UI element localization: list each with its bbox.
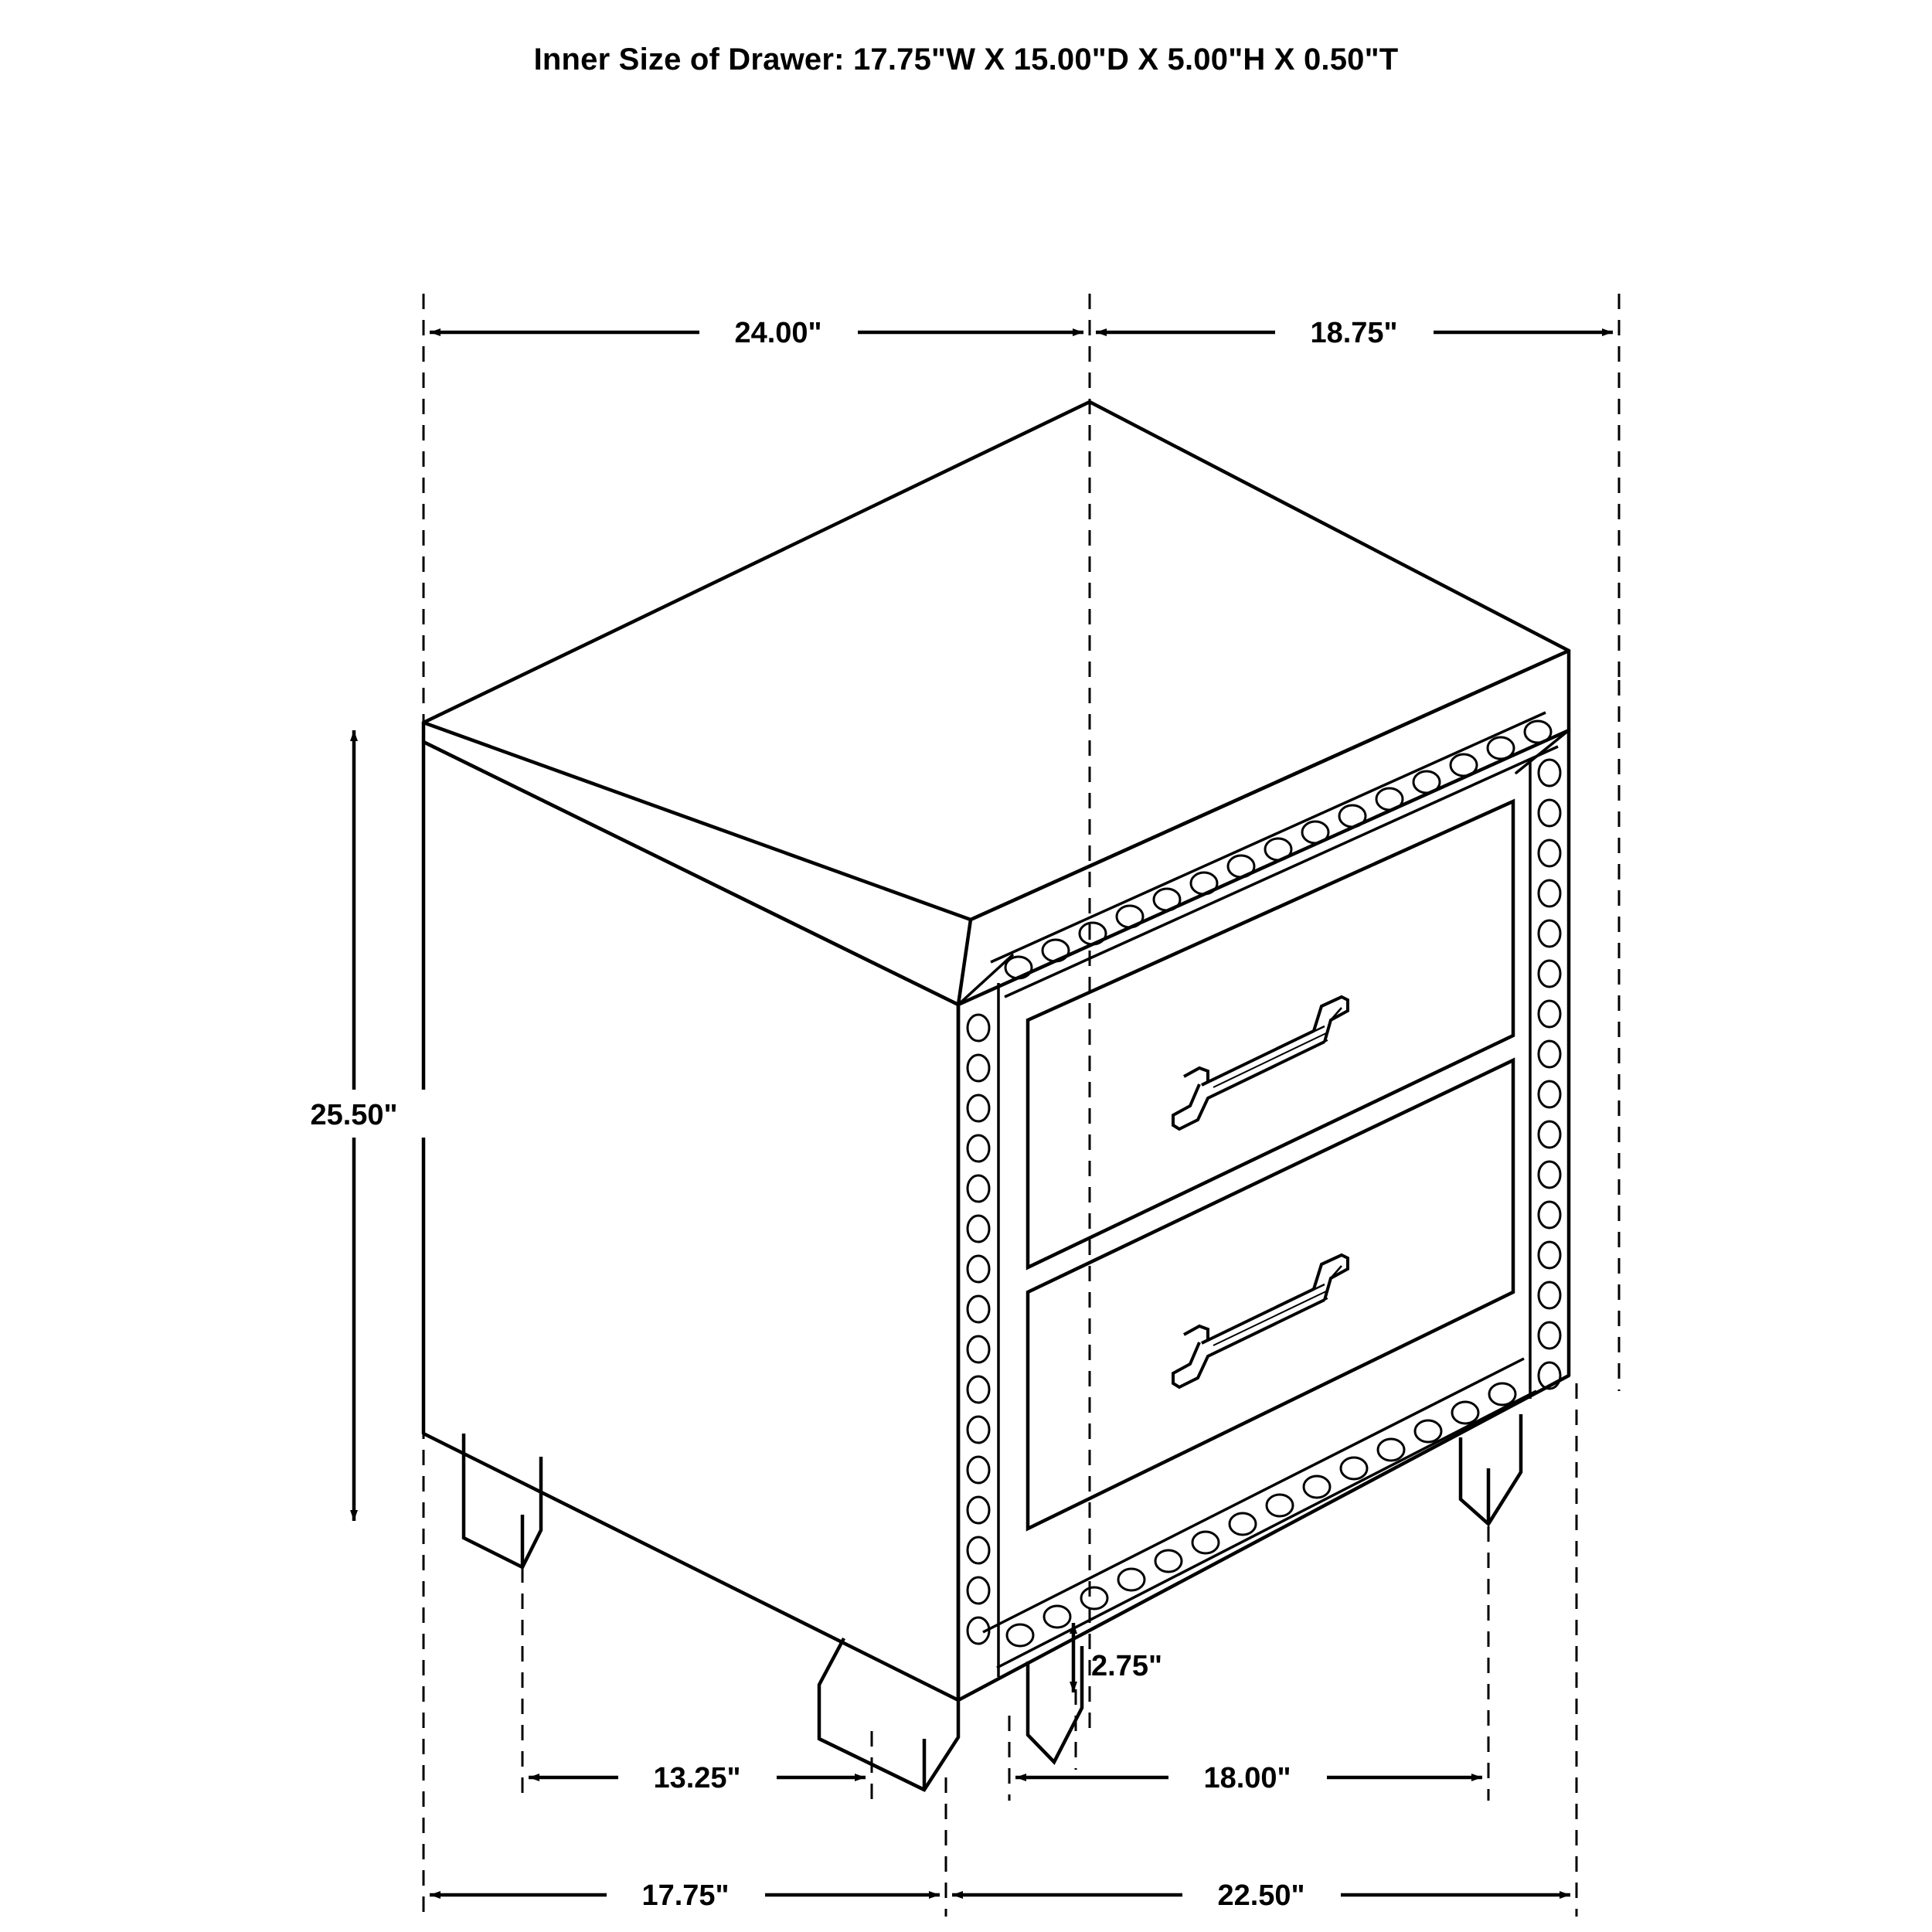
dimension-bottom-right-outer — [952, 1872, 1570, 1917]
nailhead-trim-bottom — [983, 1359, 1536, 1668]
page-title: Inner Size of Drawer: 17.75"W X 15.00"D X 5.00"H X 0.50"T — [533, 43, 1399, 77]
dimension-label-13-25: 13.25" — [653, 1762, 741, 1794]
dimension-overall-height — [286, 730, 452, 1521]
dimension-label-18-00: 18.00" — [1203, 1762, 1291, 1794]
dimension-bottom-right-inner — [1015, 1754, 1482, 1799]
dimension-top-left-width — [430, 309, 1083, 354]
dimension-bottom-left-outer — [430, 1872, 940, 1917]
extension-lines — [423, 294, 1619, 1917]
dimension-label-22-50: 22.50" — [1217, 1879, 1305, 1912]
drawer-handle-lower — [1173, 1255, 1348, 1387]
drawer-front-upper — [1028, 801, 1513, 1267]
leg-front-left — [464, 1434, 541, 1567]
drawer-handle-upper — [1173, 997, 1348, 1129]
nailhead-trim-vertical-left — [958, 983, 998, 1700]
nightstand-body — [423, 402, 1569, 1700]
dimension-label-25-50: 25.50" — [310, 1099, 398, 1131]
dimension-label-2-75: 2.75" — [1091, 1650, 1162, 1682]
leg-front-center — [819, 1638, 958, 1790]
dimension-bottom-left-inner — [529, 1754, 866, 1799]
nailhead-trim-top-right — [991, 713, 1558, 997]
drawer-front-lower — [1028, 1060, 1513, 1529]
dimension-top-right-width — [1096, 309, 1613, 354]
dimension-label-24: 24.00" — [734, 317, 822, 349]
nailhead-trim-vertical-right — [1530, 730, 1569, 1399]
leg-right — [1461, 1414, 1521, 1524]
dimension-label-17-75: 17.75" — [641, 1879, 730, 1912]
dimension-label-18-75: 18.75" — [1310, 317, 1398, 349]
